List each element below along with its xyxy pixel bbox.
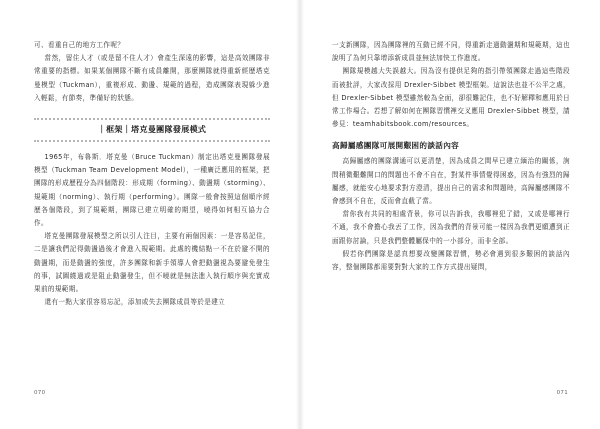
left-page-text — [34, 39, 270, 309]
right-page-text — [332, 39, 570, 274]
paragraph: 塔克曼團隊發展模型之所以引人注目，主要有兩個因素：一是容易記住，二是讓我們記得動盪過後才會進入規範期。此處的機結點一不在於避不開的動盪期，而是動盪的強度，許多團隊和新手領導人會把動盪視為要避免發生的事，試圖繞過或是阻止動盪發生，但不曉就是無法進入執行順序與充實成果前的規範期。 — [34, 232, 270, 294]
page-number: 071 — [556, 390, 568, 396]
paragraph: 可、看重自己的地方工作呢？ — [34, 41, 125, 49]
section-heading: ｜框架｜塔克曼團隊發展模式 — [34, 118, 270, 142]
paragraph: 高歸屬感的團隊溝通可以更清楚，因為成員之間早已建立緬治的關係，詢問稍微艱難開口的問題也不會不自在，對某件事情覺得困惑，因為有強烈的歸屬感，就能安心地要求對方澄清，提出自己的需求和問題時，高歸屬感團隊不會感到不自在，反而會直截了當。 — [332, 157, 570, 206]
paragraph: 當然，留住人才（或是留不住人才）會產生深遠的影響，這是高效團隊非常重要的指標。如果某個團隊不斷有成員離開，那麼團隊就得重新經歷塔克曼模型（Tuckman），重複形成、動盪、規範的過程，造成團隊表現躲少進入輕鬆，有節奏，準備好的狀態。 — [34, 54, 270, 102]
paragraph: 還有一點大家很容易忘記，添加或失去團隊成員等於是建立 — [44, 298, 226, 307]
right-page — [300, 0, 600, 429]
paragraph: 1965年，布魯斯．塔克曼（Bruce Tuckman）制定出塔克曼團隊發展模型（Tuckman Team Development Model），一種廣泛應用的框架，把團隊的形成歷程分為四個階段：形成期（forming）、動盪期（storming）、規範期（norming）、執行期（performing）。團隊一般會按照這個順序經歷各個階段，到了規範期，團隊已建立明確的期望，曉得如何相互協力合作。 — [34, 153, 270, 228]
paragraph: 團隊規模越大失誤越大。因為沒有提供足夠的指引帶領團隊走過這些階段而被批評，大家改採用 Drexler-Sibbet 模型框架。這說法也並不公平之處，但 Drexler-Sibbet 模型雖然較為全面，卻很難記住，也不好解釋和應用於日常工作場合。若想了解如何在團隊習慣裡交叉應用 Drexler-Sibbet 模型，請參見：teamhabitsbook.com/resources。 — [332, 67, 570, 129]
paragraph: 假若你們團隊是認真想要改變團隊習慣，勢必會遇到很多艱困的談話內容，整個團隊都需要對對大家的工作方式提出疑問， — [332, 249, 570, 272]
paragraph: 當你我有共同的相處背景，你可以告訴我，我哪裡犯了錯，又或是哪裡行不通，我不會擔心我丟了工作，因為我們的背景可能一樣因為我們更願遭到正面跟你討論，只是我們整體屬保中的一小部分，而非全部。 — [332, 210, 570, 245]
paragraph: 一支新團隊，因為團隊裡的互動已經不同，得重新走過動盪期和規範期，這也說明了為何只靠增添新成員並無法加快工作進度。 — [332, 41, 570, 63]
page-number: 070 — [34, 390, 46, 396]
subsection-heading: 高歸屬感團隊可展開艱困的談話內容 — [332, 141, 460, 151]
